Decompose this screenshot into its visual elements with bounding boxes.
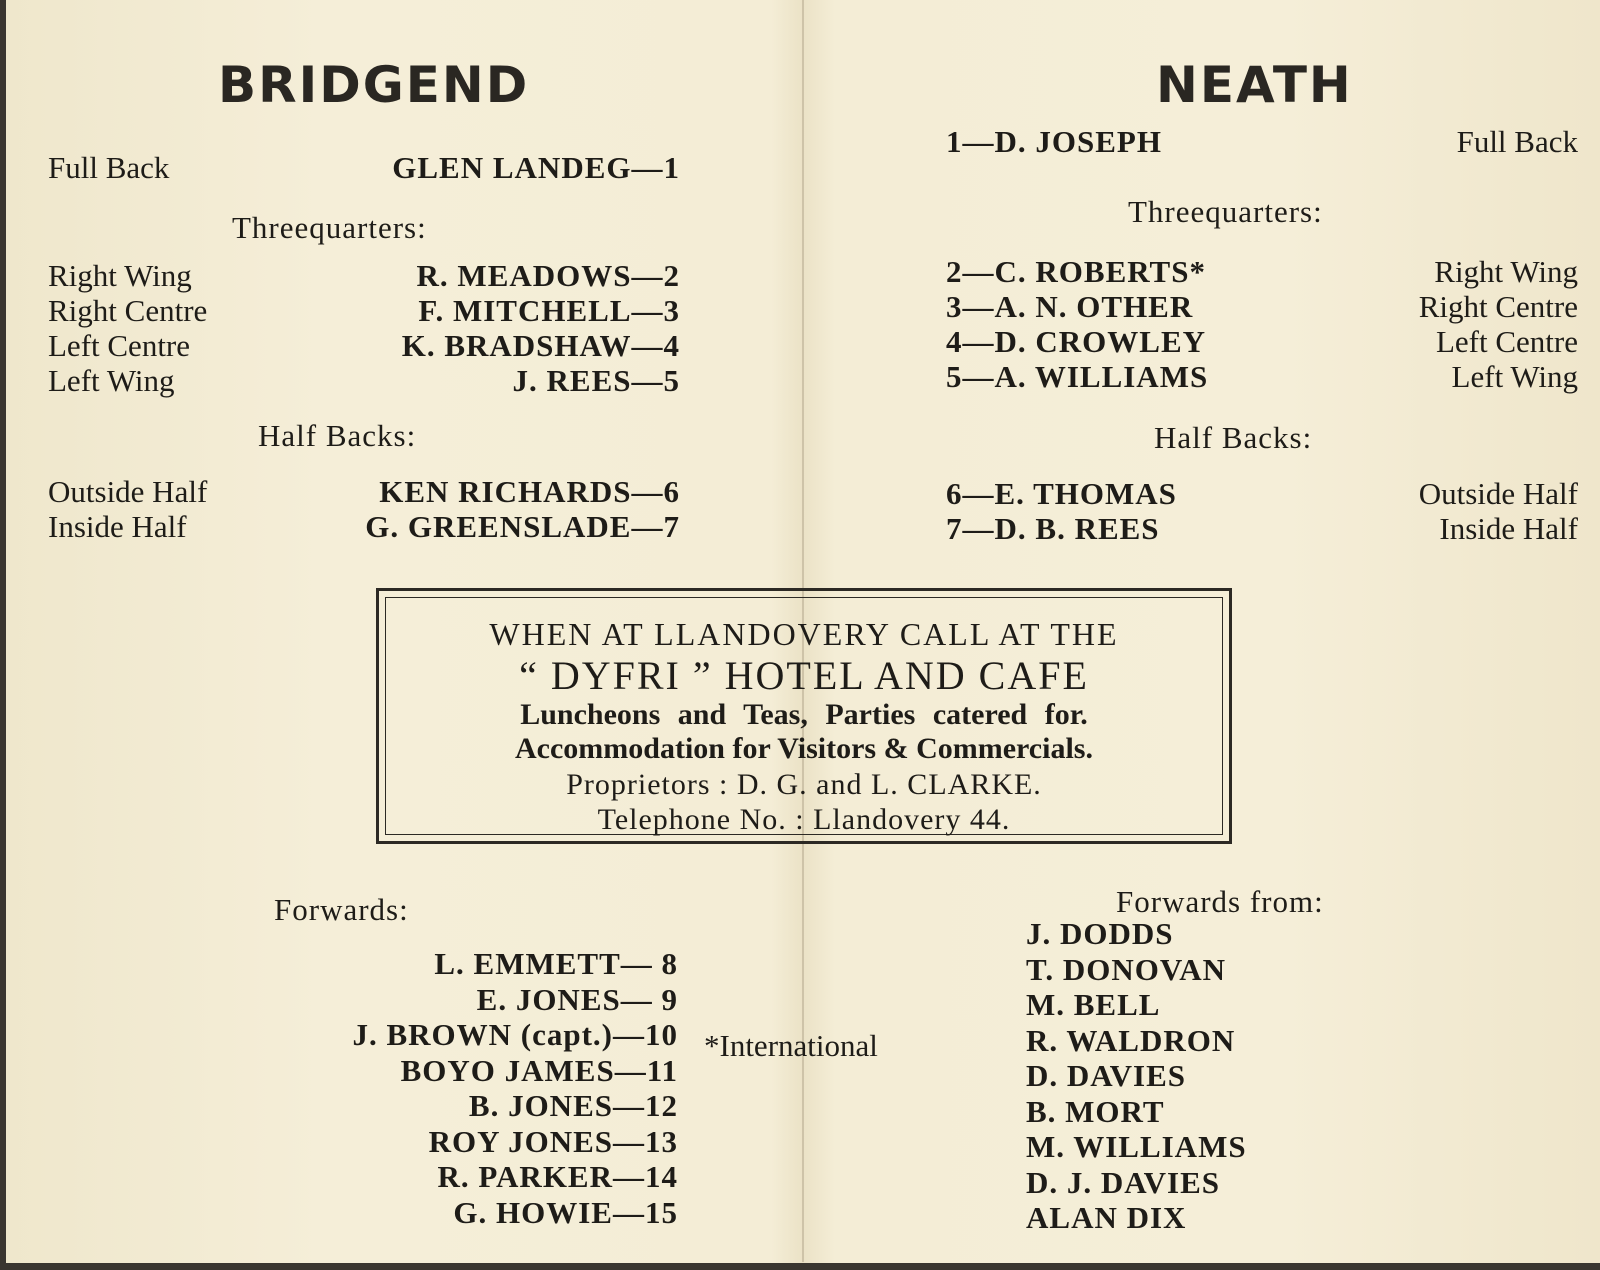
forward-player: G. HOWIE—15: [453, 1194, 678, 1230]
bridgend-player-row: [48, 328, 680, 364]
position-label: Outside Half: [1418, 476, 1578, 511]
forward-player: T. DONOVAN: [1026, 951, 1227, 987]
player-name: 1—D. JOSEPH: [946, 124, 1162, 159]
neath-threequarters-label: Threequarters:: [1128, 194, 1323, 229]
advert-line-6: Telephone No. : Llandovery 44.: [597, 803, 1011, 836]
neath-forwards-label: Forwards from:: [1116, 884, 1324, 919]
neath-player-row: [946, 359, 1578, 395]
forward-player: D. DAVIES: [1026, 1058, 1187, 1093]
position-label: Right Centre: [48, 293, 208, 328]
bridgend-threequarters-label: Threequarters:: [232, 210, 427, 245]
position-label: Left Wing: [48, 363, 175, 398]
player-name: GLEN LANDEG—1: [392, 150, 680, 185]
position-label: Right Wing: [1434, 254, 1578, 289]
player-name: 7—D. B. REES: [946, 511, 1160, 546]
forward-player: BOYO JAMES—11: [400, 1052, 678, 1088]
advert-line-4: Accommodation for Visitors & Commercials.: [515, 732, 1093, 765]
advert-line-3: Luncheons and Teas, Parties catered for.: [520, 698, 1088, 731]
bridgend-title: BRIDGEND: [218, 56, 530, 114]
player-name: J. REES—5: [512, 363, 680, 398]
forward-player: E. JONES— 9: [476, 981, 678, 1017]
position-label: Right Wing: [48, 258, 192, 293]
forward-player: J. DODDS: [1026, 916, 1174, 951]
player-name: G. GREENSLADE—7: [365, 509, 680, 544]
advert-inner-border: [385, 597, 1223, 835]
bridgend-player-row: [48, 293, 680, 329]
neath-player-row: [946, 476, 1578, 512]
neath-player-row: [946, 289, 1578, 325]
bridgend-player-row: [48, 363, 680, 399]
bridgend-player-row: [48, 509, 680, 545]
neath-player-row: [946, 511, 1578, 547]
position-label: Full Back: [48, 150, 170, 185]
player-name: 4—D. CROWLEY: [946, 324, 1207, 359]
advert-line-5: Proprietors : D. G. and L. CLARKE.: [566, 768, 1042, 801]
neath-player-row: [946, 324, 1578, 360]
bridgend-half-backs-label: Half Backs:: [258, 418, 417, 453]
forward-player: D. J. DAVIES: [1026, 1164, 1221, 1200]
bridgend-forwards-list: [198, 946, 678, 1230]
dyfri-hotel-advert: [376, 588, 1232, 844]
position-label: Outside Half: [48, 474, 208, 509]
forward-player: M. WILLIAMS: [1026, 1129, 1247, 1164]
neath-half-backs-label: Half Backs:: [1154, 420, 1313, 455]
neath-player-row: [946, 254, 1578, 290]
forward-player: L. EMMETT— 8: [434, 946, 678, 981]
international-footnote: *International: [704, 1028, 878, 1063]
forward-player: R. WALDRON: [1026, 1022, 1236, 1058]
forward-player: B. MORT: [1026, 1093, 1165, 1129]
player-name: 2—C. ROBERTS*: [946, 254, 1206, 289]
bridgend-player-row: [48, 474, 680, 510]
forward-player: J. BROWN (capt.)—10: [352, 1017, 678, 1052]
neath-forwards-list: [1026, 916, 1247, 1236]
player-name: KEN RICHARDS—6: [379, 474, 680, 509]
forward-player: B. JONES—12: [468, 1088, 678, 1123]
position-label: Full Back: [1456, 124, 1578, 159]
position-label: Left Centre: [1435, 324, 1578, 359]
position-label: Left Centre: [48, 328, 191, 363]
position-label: Right Centre: [1418, 289, 1578, 324]
advert-line-1: WHEN AT LLANDOVERY CALL AT THE: [489, 616, 1119, 652]
player-name: F. MITCHELL—3: [418, 293, 680, 328]
bridgend-forwards-label: Forwards:: [274, 892, 409, 927]
advert-line-2: “ DYFRI ” HOTEL AND CAFE: [519, 653, 1089, 698]
forward-player: ROY JONES—13: [428, 1123, 678, 1159]
bridgend-player-row: [48, 258, 680, 294]
forward-player: R. PARKER—14: [437, 1159, 678, 1194]
neath-title: NEATH: [1156, 56, 1353, 114]
player-name: 5—A. WILLIAMS: [946, 359, 1209, 394]
position-label: Inside Half: [48, 509, 187, 544]
position-label: Left Wing: [1451, 359, 1578, 394]
forward-player: ALAN DIX: [1026, 1200, 1187, 1235]
player-name: R. MEADOWS—2: [416, 258, 680, 293]
neath-full-back-row: [946, 124, 1578, 160]
forward-player: M. BELL: [1026, 987, 1161, 1022]
position-label: Inside Half: [1439, 511, 1578, 546]
player-name: 6—E. THOMAS: [946, 476, 1177, 511]
bridgend-full-back-row: [48, 150, 680, 186]
player-name: 3—A. N. OTHER: [946, 289, 1194, 324]
player-name: K. BRADSHAW—4: [401, 328, 680, 363]
